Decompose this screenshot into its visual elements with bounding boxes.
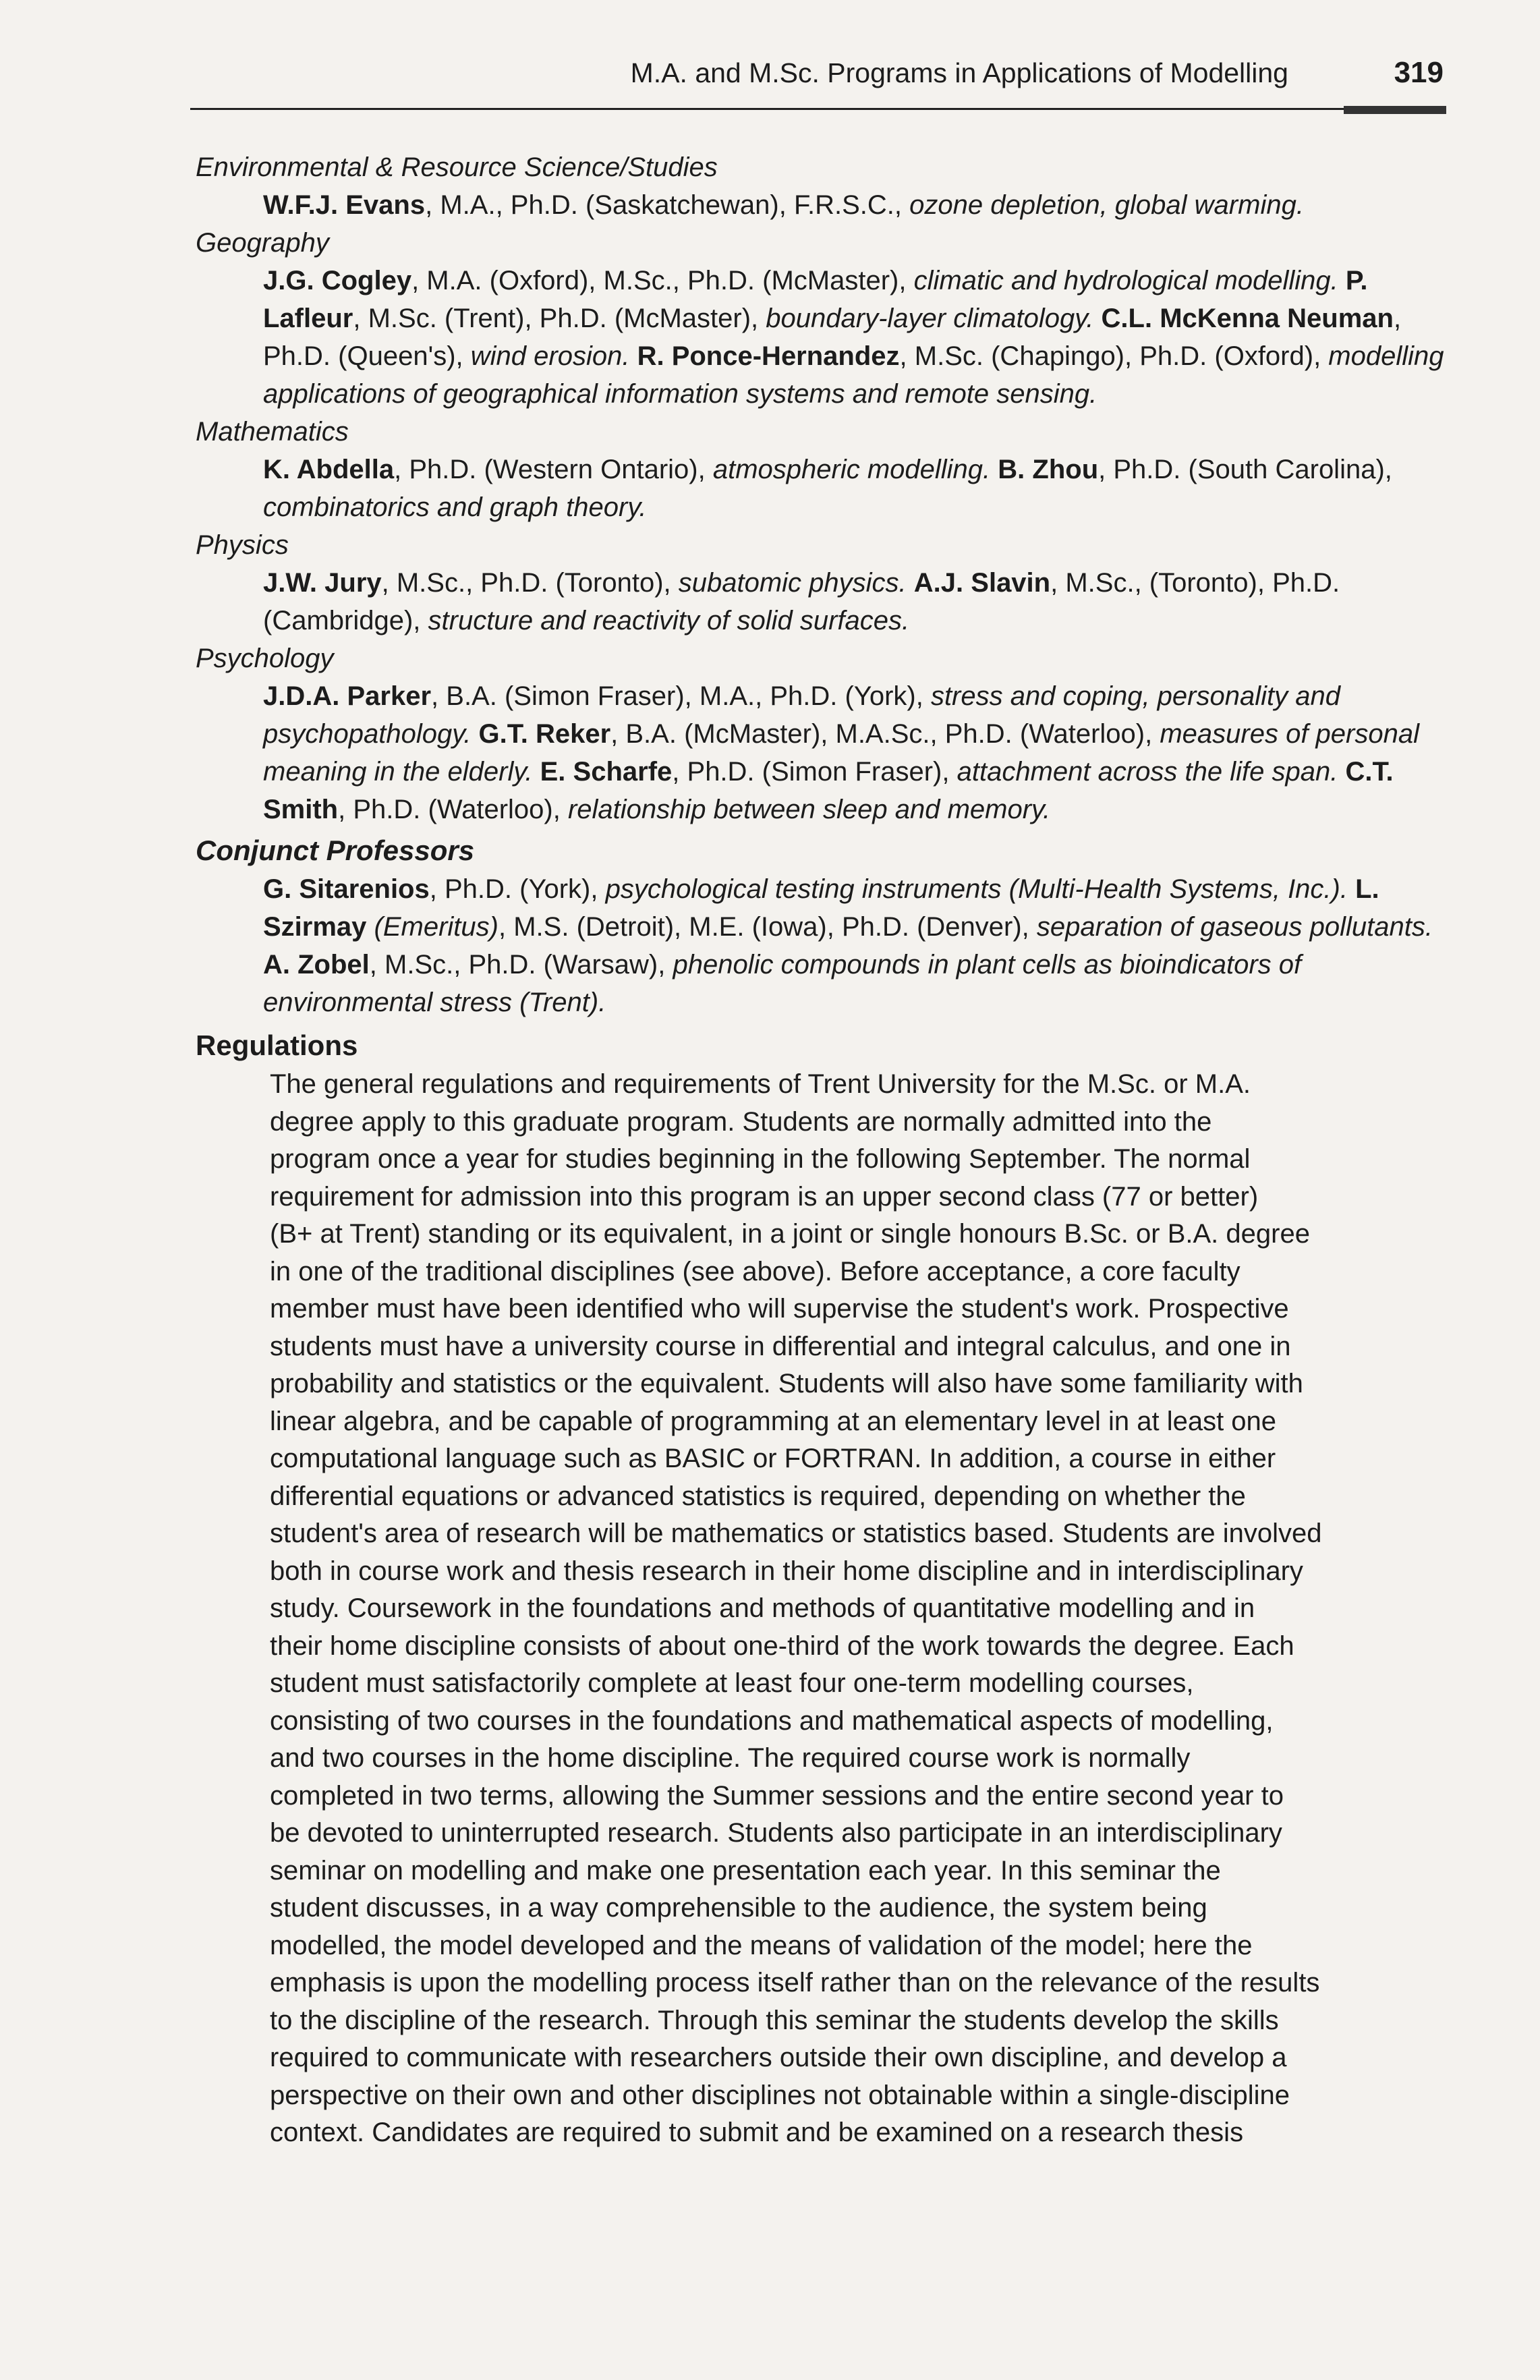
research-interest: combinatorics and graph theory.: [263, 492, 647, 522]
department-heading: Psychology: [196, 644, 334, 673]
regulations-line: (B+ at Trent) standing or its equivalent, in a joint or single honours B.Sc. or B.A. degree: [270, 1219, 1310, 1249]
faculty-name: E. Scharfe: [540, 757, 673, 787]
running-title: M.A. and M.Sc. Programs in Applications of Modelling: [630, 57, 1288, 88]
department-heading: Physics: [196, 530, 289, 560]
regulations-line: probability and statistics or the equivalent. Students will also have some familiarity with: [270, 1369, 1303, 1398]
regulations-line: computational language such as BASIC or FORTRAN. In addition, a course in either: [270, 1444, 1276, 1473]
faculty-name: K. Abdella: [263, 455, 395, 484]
faculty-credentials: , M.Sc., Ph.D. (Warsaw),: [369, 950, 673, 980]
faculty-name: G.T. Reker: [478, 719, 611, 749]
regulations-line: their home discipline consists of about one-third of the work towards the degree. Each: [270, 1631, 1294, 1661]
page-number: 319: [1394, 56, 1444, 89]
department-entries: [263, 262, 1450, 413]
research-interest: wind erosion.: [470, 341, 630, 371]
department-heading: Environmental & Resource Science/Studies: [196, 152, 718, 182]
header-rule: [190, 108, 1446, 110]
faculty-name: C.L. McKenna Neuman: [1101, 304, 1394, 333]
faculty-name: J.G. Cogley: [263, 266, 412, 295]
regulations-line: modelled, the model developed and the means of validation of the model; here the: [270, 1930, 1253, 1960]
faculty-name: B. Zhou: [998, 455, 1099, 484]
faculty-credentials: , Ph.D. (York),: [429, 874, 606, 904]
regulations-line: member must have been identified who will supervise the student's work. Prospective: [270, 1294, 1289, 1324]
department-section: [196, 413, 1450, 526]
research-interest: psychological testing instruments (Multi-Health Systems, Inc.).: [605, 874, 1348, 904]
department-entries: [263, 677, 1450, 828]
faculty-name: R. Ponce-Hernandez: [637, 341, 900, 371]
regulations-line: to the discipline of the research. Through this seminar the students develop the skills: [270, 2005, 1279, 2035]
faculty-credentials: , Ph.D. (South Carolina),: [1098, 455, 1392, 484]
regulations-line: emphasis is upon the modelling process itself rather than on the relevance of the results: [270, 1968, 1320, 1998]
regulations-line: required to communicate with researchers outside their own discipline, and develop a: [270, 2043, 1287, 2072]
research-interest: modelling applications of geographical information systems and remote sensing.: [263, 341, 1444, 409]
header-rule-mark: [1344, 106, 1446, 114]
research-interest: phenolic compounds in plant cells as bioindicators of environmental stress (Trent).: [263, 950, 1302, 1017]
faculty-name: J.D.A. Parker: [263, 681, 432, 711]
faculty-credentials: , Ph.D. (Waterloo),: [338, 795, 568, 824]
regulations-line: both in course work and thesis research in their home discipline and in interdisciplinary: [270, 1556, 1303, 1586]
faculty-credentials: , B.A. (McMaster), M.A.Sc., Ph.D. (Waterloo),: [610, 719, 1160, 749]
regulations-line: program once a year for studies beginning in the following September. The normal: [270, 1144, 1251, 1174]
faculty-name: A. Zobel: [263, 950, 370, 980]
regulations-body: [270, 1066, 1450, 2152]
faculty-credentials: , Ph.D. (Simon Fraser),: [672, 757, 957, 787]
regulations-line: completed in two terms, allowing the Summer sessions and the entire second year to: [270, 1780, 1284, 1811]
faculty-credentials: , B.A. (Simon Fraser), M.A., Ph.D. (York),: [431, 681, 931, 711]
conjunct-section: [196, 831, 1450, 1021]
regulations-line: be devoted to uninterrupted research. Students also participate in an interdisciplinary: [270, 1818, 1282, 1848]
research-interest: attachment across the life span.: [957, 757, 1338, 787]
research-interest: atmospheric modelling.: [712, 455, 991, 484]
regulations-line: requirement for admission into this program is an upper second class (77 or better): [270, 1181, 1259, 1212]
regulations-heading: Regulations: [196, 1029, 358, 1061]
faculty-name: G. Sitarenios: [263, 874, 430, 904]
regulations-section: [196, 1025, 1450, 2152]
research-interest: climatic and hydrological modelling.: [913, 266, 1338, 295]
faculty-name: A.J. Slavin: [913, 568, 1051, 598]
research-interest: ozone depletion, global warming.: [909, 190, 1304, 220]
research-interest: relationship between sleep and memory.: [567, 795, 1051, 824]
faculty-credentials: , M.Sc. (Chapingo), Ph.D. (Oxford),: [899, 341, 1329, 371]
faculty-name: J.W. Jury: [263, 568, 382, 598]
faculty-credentials: , M.Sc. (Trent), Ph.D. (McMaster),: [353, 304, 766, 333]
department-entries: [263, 451, 1450, 526]
regulations-line: study. Coursework in the foundations and methods of quantitative modelling and in: [270, 1593, 1255, 1623]
regulations-line: perspective on their own and other disciplines not obtainable within a single-discipline: [270, 2080, 1290, 2110]
faculty-name: P. Lafleur: [263, 266, 1368, 333]
faculty-credentials: , M.Sc., (Toronto), Ph.D. (Cambridge),: [263, 568, 1340, 635]
research-interest: separation of gaseous pollutants.: [1036, 912, 1433, 942]
department-section: [196, 224, 1450, 413]
page-content: [196, 148, 1450, 2152]
department-entries: [263, 564, 1450, 640]
research-interest: stress and coping, personality and psychopathology.: [263, 681, 1340, 749]
department-entries: [263, 186, 1450, 224]
faculty-name: W.F.J. Evans: [263, 190, 426, 220]
faculty-credentials: , M.Sc., Ph.D. (Toronto),: [381, 568, 679, 598]
faculty-credentials: , M.A., Ph.D. (Saskatchewan), F.R.S.C.,: [425, 190, 910, 220]
conjunct-heading: Conjunct Professors: [196, 834, 475, 866]
regulations-line: linear algebra, and be capable of programming at an elementary level in at least one: [270, 1406, 1277, 1436]
regulations-line: degree apply to this graduate program. Students are normally admitted into the: [270, 1106, 1212, 1137]
faculty-credentials: , M.S. (Detroit), M.E. (Iowa), Ph.D. (Denver),: [498, 912, 1037, 942]
faculty-note: (Emeritus): [366, 912, 498, 942]
regulations-line: student discusses, in a way comprehensible to the audience, the system being: [270, 1893, 1207, 1923]
conjunct-entries: [263, 870, 1450, 1021]
faculty-name: L. Szirmay: [263, 874, 1379, 942]
faculty-name: C.T. Smith: [263, 757, 1394, 824]
research-interest: structure and reactivity of solid surfaces.: [428, 606, 910, 635]
department-heading: Mathematics: [196, 417, 349, 447]
faculty-list: [196, 148, 1450, 828]
regulations-line: consisting of two courses in the foundations and mathematical aspects of modelling,: [270, 1705, 1274, 1736]
department-heading: Geography: [196, 228, 329, 258]
regulations-line: context. Candidates are required to submit and be examined on a research thesis: [270, 2118, 1244, 2147]
research-interest: subatomic physics.: [678, 568, 907, 598]
regulations-line: student must satisfactorily complete at least four one-term modelling courses,: [270, 1668, 1194, 1698]
department-section: [196, 640, 1450, 828]
research-interest: measures of personal meaning in the elderly.: [263, 719, 1419, 787]
department-section: [196, 526, 1450, 640]
regulations-line: in one of the traditional disciplines (see above). Before acceptance, a core faculty: [270, 1256, 1240, 1286]
regulations-line: seminar on modelling and make one presentation each year. In this seminar the: [270, 1855, 1221, 1886]
faculty-credentials: , M.A. (Oxford), M.Sc., Ph.D. (McMaster),: [411, 266, 914, 295]
regulations-line: differential equations or advanced statistics is required, depending on whether the: [270, 1481, 1246, 1511]
faculty-credentials: , Ph.D. (Queen's),: [263, 304, 1402, 371]
regulations-line: and two courses in the home discipline. The required course work is normally: [270, 1743, 1191, 1773]
page-header: [196, 53, 1444, 100]
faculty-credentials: , Ph.D. (Western Ontario),: [394, 455, 713, 484]
regulations-line: student's area of research will be mathematics or statistics based. Students are involved: [270, 1519, 1322, 1548]
regulations-line: students must have a university course in differential and integral calculus, and one in: [270, 1331, 1291, 1361]
research-interest: boundary-layer climatology.: [766, 304, 1094, 333]
regulations-line: The general regulations and requirements of Trent University for the M.Sc. or M.A.: [270, 1069, 1251, 1099]
department-section: [196, 148, 1450, 224]
